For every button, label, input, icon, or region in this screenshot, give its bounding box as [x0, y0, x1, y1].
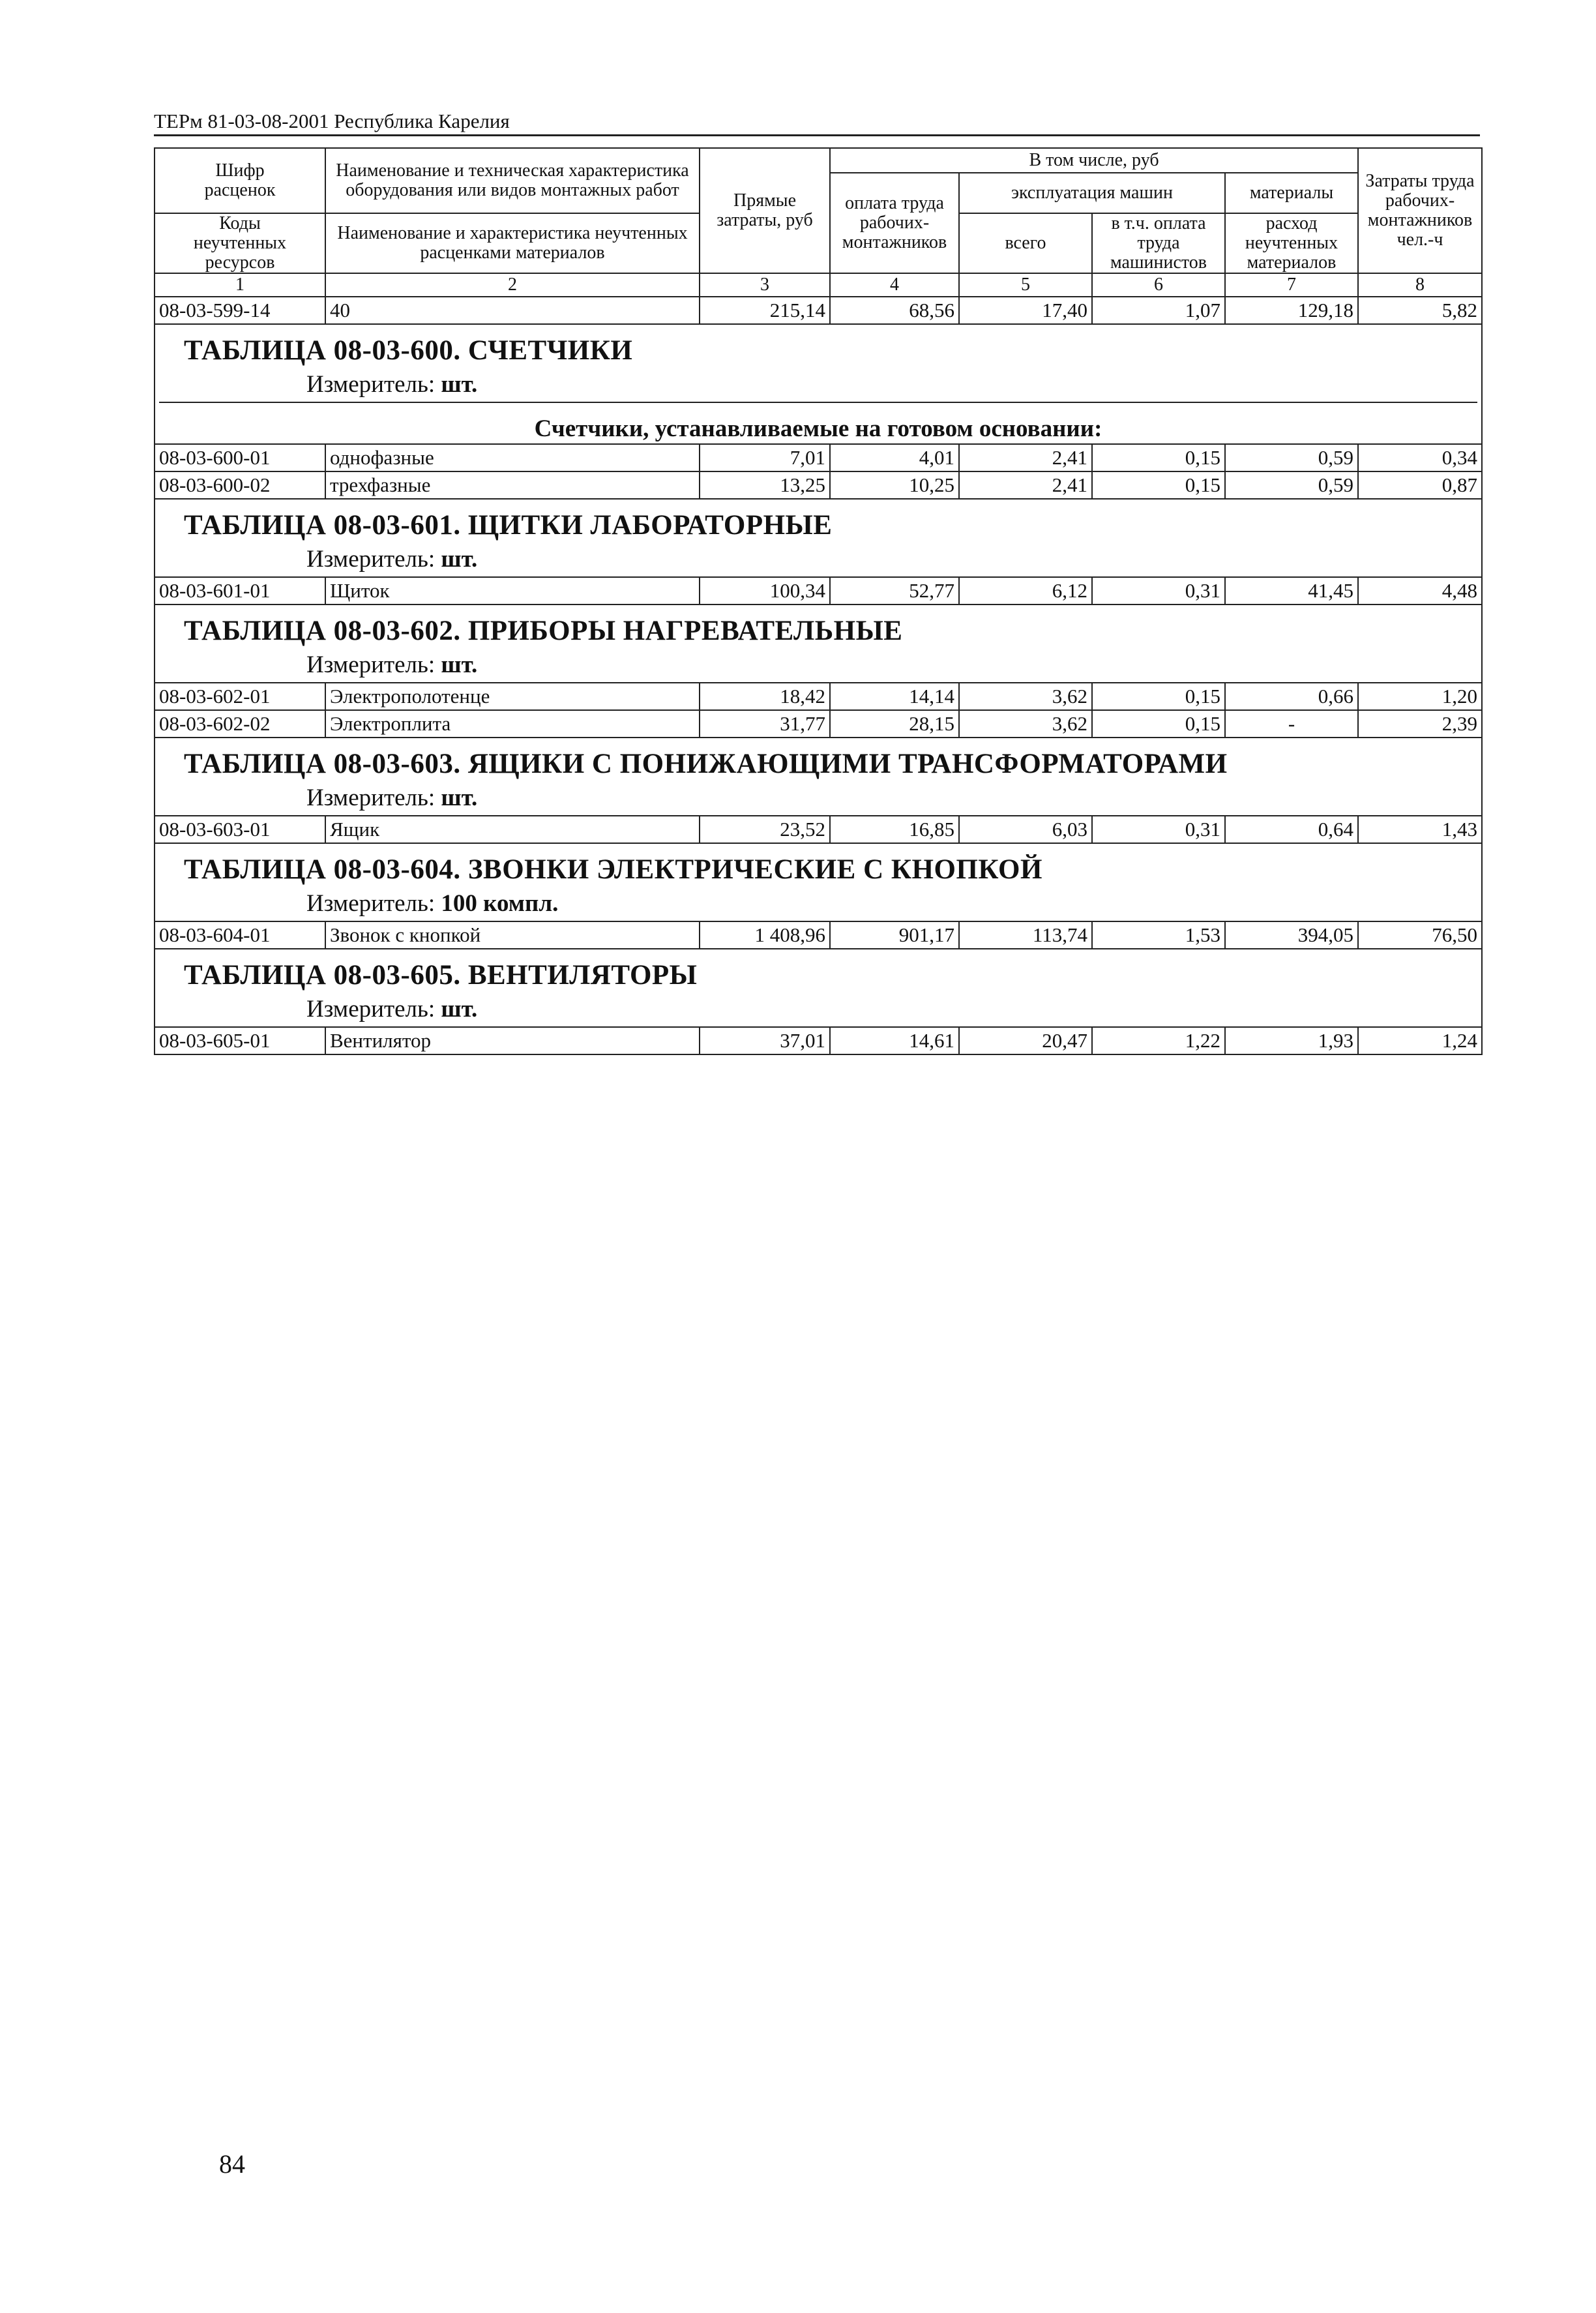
- unit-label: Измеритель:: [306, 546, 441, 573]
- machine-total: 2,41: [959, 471, 1092, 499]
- unit-label: Измеритель:: [306, 996, 441, 1022]
- page-number: 84: [219, 2149, 245, 2179]
- machine-labor: 0,15: [1092, 683, 1225, 710]
- section-header: [155, 949, 1482, 1027]
- direct-cost: 31,77: [700, 710, 830, 738]
- materials: 0,64: [1225, 816, 1358, 843]
- labor-pay: 28,15: [830, 710, 959, 738]
- unit-value: шт.: [441, 996, 478, 1022]
- rate-code: 08-03-603-01: [155, 816, 325, 843]
- unit-value: шт.: [441, 651, 478, 678]
- header-labor-pay: оплата труда рабочих-монтажников: [830, 173, 959, 273]
- machine-labor: 0,31: [1092, 577, 1225, 604]
- labor-hours: 0,34: [1358, 444, 1482, 471]
- labor-hours: 1,43: [1358, 816, 1482, 843]
- machine-total: 3,62: [959, 683, 1092, 710]
- section-title: ТАБЛИЦА 08-03-602. ПРИБОРЫ НАГРЕВАТЕЛЬНЫЕ: [184, 616, 903, 646]
- header-code-top: Шифр расценок: [155, 148, 325, 213]
- unit-value: шт.: [441, 784, 478, 811]
- unit-label: Измеритель:: [306, 371, 441, 398]
- rate-name: Электроплита: [325, 710, 700, 738]
- unit-label: Измеритель:: [306, 651, 441, 678]
- machine-total: 113,74: [959, 921, 1092, 949]
- rate-name: трехфазные: [325, 471, 700, 499]
- section-unit: [159, 543, 1477, 576]
- section-block: [155, 738, 1482, 816]
- header-materials-sub: расход неучтенных материалов: [1225, 213, 1358, 273]
- col-number: 8: [1358, 273, 1482, 297]
- header-machine: эксплуатация машин: [959, 173, 1225, 213]
- labor-hours: 76,50: [1358, 921, 1482, 949]
- unit-label: Измеритель:: [306, 890, 441, 917]
- header-name-bottom: Наименование и характеристика неучтенных расценками материалов: [325, 213, 700, 273]
- table-row: [155, 444, 1482, 471]
- section-block: [155, 499, 1482, 577]
- rate-code: 08-03-602-02: [155, 710, 325, 738]
- section-title: ТАБЛИЦА 08-03-605. ВЕНТИЛЯТОРЫ: [184, 960, 698, 991]
- document-header: ТЕРм 81-03-08-2001 Республика Карелия: [154, 110, 510, 132]
- table-row: [155, 683, 1482, 710]
- labor-hours: 5,82: [1358, 297, 1482, 324]
- header-divider: [154, 134, 1480, 136]
- materials: 0,59: [1225, 471, 1358, 499]
- header-direct-costs: Прямые затраты, руб: [700, 148, 830, 273]
- section-title: ТАБЛИЦА 08-03-601. ЩИТКИ ЛАБОРАТОРНЫЕ: [184, 510, 833, 541]
- section-header: [155, 499, 1482, 577]
- direct-cost: 215,14: [700, 297, 830, 324]
- materials: 1,93: [1225, 1027, 1358, 1054]
- materials: 129,18: [1225, 297, 1358, 324]
- col-number: 7: [1225, 273, 1358, 297]
- direct-cost: 37,01: [700, 1027, 830, 1054]
- labor-pay: 52,77: [830, 577, 959, 604]
- section-title: ТАБЛИЦА 08-03-600. СЧЕТЧИКИ: [184, 335, 633, 366]
- machine-labor: 1,22: [1092, 1027, 1225, 1054]
- section-header: [155, 604, 1482, 683]
- labor-pay: 901,17: [830, 921, 959, 949]
- section-unit: [159, 887, 1477, 921]
- materials: -: [1225, 710, 1358, 738]
- direct-cost: 23,52: [700, 816, 830, 843]
- machine-total: 17,40: [959, 297, 1092, 324]
- header-materials: материалы: [1225, 173, 1358, 213]
- labor-hours: 1,20: [1358, 683, 1482, 710]
- table-row: [155, 816, 1482, 843]
- unit-value: шт.: [441, 371, 478, 398]
- machine-total: 6,03: [959, 816, 1092, 843]
- direct-cost: 13,25: [700, 471, 830, 499]
- rate-name: Вентилятор: [325, 1027, 700, 1054]
- machine-total: 6,12: [959, 577, 1092, 604]
- section-unit: [159, 992, 1477, 1026]
- table-row: [155, 1027, 1482, 1054]
- machine-total: 2,41: [959, 444, 1092, 471]
- rate-code: 08-03-599-14: [155, 297, 325, 324]
- section-block: [155, 949, 1482, 1027]
- header-machine-total: всего: [959, 213, 1092, 273]
- rate-name: Ящик: [325, 816, 700, 843]
- rate-code: 08-03-602-01: [155, 683, 325, 710]
- table-row: [155, 921, 1482, 949]
- labor-hours: 0,87: [1358, 471, 1482, 499]
- unit-value: 100 компл.: [441, 890, 559, 917]
- section-header: [155, 738, 1482, 816]
- machine-labor: 0,31: [1092, 816, 1225, 843]
- materials: 0,59: [1225, 444, 1358, 471]
- direct-cost: 7,01: [700, 444, 830, 471]
- direct-cost: 18,42: [700, 683, 830, 710]
- labor-pay: 68,56: [830, 297, 959, 324]
- rate-code: 08-03-600-02: [155, 471, 325, 499]
- header-name-top: Наименование и техническая характеристика оборудования или видов монтажных работ: [325, 148, 700, 213]
- direct-cost: 1 408,96: [700, 921, 830, 949]
- rate-code: 08-03-600-01: [155, 444, 325, 471]
- section-unit: [159, 648, 1477, 682]
- rate-name: Электрополотенце: [325, 683, 700, 710]
- machine-labor: 1,53: [1092, 921, 1225, 949]
- section-unit: [159, 368, 1477, 403]
- labor-pay: 10,25: [830, 471, 959, 499]
- machine-labor: 1,07: [1092, 297, 1225, 324]
- rate-code: 08-03-604-01: [155, 921, 325, 949]
- col-number: 5: [959, 273, 1092, 297]
- table-row: [155, 577, 1482, 604]
- section-title: ТАБЛИЦА 08-03-603. ЯЩИКИ С ПОНИЖАЮЩИМИ ТРАНСФОРМАТОРАМИ: [184, 749, 1228, 779]
- header-labor-cost: Затраты труда рабочих-монтажников чел.-ч: [1358, 148, 1482, 273]
- labor-hours: 4,48: [1358, 577, 1482, 604]
- section-header: [155, 324, 1482, 444]
- table-row: [155, 297, 1482, 324]
- col-number: 4: [830, 273, 959, 297]
- section-block: [155, 324, 1482, 444]
- rate-name: Щиток: [325, 577, 700, 604]
- materials: 41,45: [1225, 577, 1358, 604]
- rate-name: однофазные: [325, 444, 700, 471]
- unit-value: шт.: [441, 546, 478, 573]
- header-code-bottom: Коды неучтенных ресурсов: [155, 213, 325, 273]
- section-header: [155, 843, 1482, 921]
- machine-total: 3,62: [959, 710, 1092, 738]
- materials: 0,66: [1225, 683, 1358, 710]
- col-number: 2: [325, 273, 700, 297]
- header-incl: В том числе, руб: [830, 148, 1358, 173]
- machine-labor: 0,15: [1092, 471, 1225, 499]
- table-row: [155, 710, 1482, 738]
- header-machine-labor: в т.ч. оплата труда машинистов: [1092, 213, 1225, 273]
- rate-code: 08-03-601-01: [155, 577, 325, 604]
- labor-pay: 4,01: [830, 444, 959, 471]
- col-number: 1: [155, 273, 325, 297]
- materials: 394,05: [1225, 921, 1358, 949]
- machine-labor: 0,15: [1092, 444, 1225, 471]
- rate-code: 08-03-605-01: [155, 1027, 325, 1054]
- machine-labor: 0,15: [1092, 710, 1225, 738]
- labor-pay: 16,85: [830, 816, 959, 843]
- machine-total: 20,47: [959, 1027, 1092, 1054]
- labor-pay: 14,61: [830, 1027, 959, 1054]
- unit-label: Измеритель:: [306, 784, 441, 811]
- section-unit: [159, 781, 1477, 815]
- section-block: [155, 843, 1482, 921]
- labor-pay: 14,14: [830, 683, 959, 710]
- col-number: 6: [1092, 273, 1225, 297]
- labor-hours: 1,24: [1358, 1027, 1482, 1054]
- rates-table: [154, 147, 1483, 1055]
- rate-name: 40: [325, 297, 700, 324]
- section-title: ТАБЛИЦА 08-03-604. ЗВОНКИ ЭЛЕКТРИЧЕСКИЕ С КНОПКОЙ: [184, 854, 1042, 885]
- section-block: [155, 604, 1482, 683]
- direct-cost: 100,34: [700, 577, 830, 604]
- table-row: [155, 471, 1482, 499]
- labor-hours: 2,39: [1358, 710, 1482, 738]
- col-number: 3: [700, 273, 830, 297]
- rate-name: Звонок с кнопкой: [325, 921, 700, 949]
- section-subheading: Счетчики, устанавливаемые на готовом основании:: [534, 415, 1102, 442]
